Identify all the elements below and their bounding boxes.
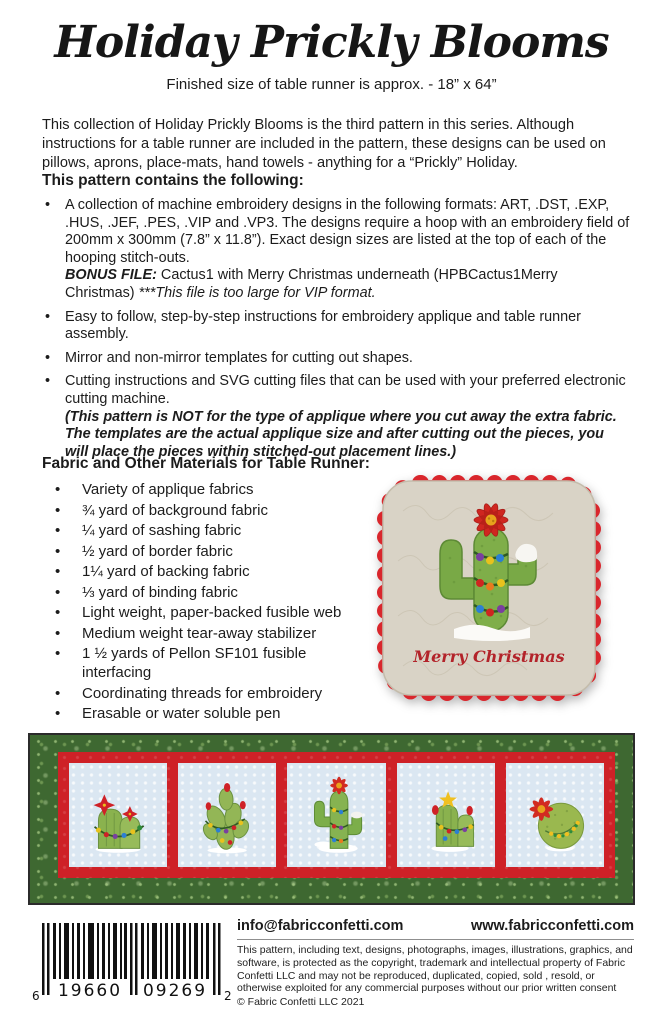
footer-info xyxy=(237,918,634,1009)
cactus-block-5-illustration xyxy=(506,763,604,867)
list-item: • 1 ½ yards of Pellon SF101 fusible interfacing xyxy=(42,644,350,682)
barcode-group2: 09269 xyxy=(142,981,208,1001)
list-item: • Light weight, paper-backed fusible web xyxy=(42,603,350,622)
pattern-contents-section xyxy=(42,172,630,467)
upc-barcode xyxy=(30,920,235,1010)
bullet-text: A collection of machine embroidery designs in the following formats: ART, .DST, .EXP, .HUS, .JEF, .PES, .VIP and .VP3. The designs require a hoop with an embroidery field of 200mm x 300mm (7.8” x 11.8”). Exact design sizes are listed at the top of each of the hooping stitch-outs. xyxy=(65,197,630,266)
runner-block-2 xyxy=(178,763,276,867)
pillow-photo xyxy=(368,466,610,710)
list-item: • Coordinating threads for embroidery xyxy=(42,684,350,703)
list-item xyxy=(42,350,630,368)
pillow-embroidery-text: Merry Christmas xyxy=(413,647,565,666)
list-item xyxy=(42,373,630,461)
bullet-text: Easy to follow, step-by-step instructions for embroidery applique and table runner assembly. xyxy=(65,308,581,343)
cactus-block-1-illustration xyxy=(69,763,167,867)
contents-list xyxy=(42,197,630,461)
runner-block-4 xyxy=(397,763,495,867)
list-item: • ½ yard of border fabric xyxy=(42,542,350,561)
list-item: • ¾ yard of background fabric xyxy=(42,501,350,520)
list-item xyxy=(42,197,630,303)
header xyxy=(0,16,663,93)
page-title: Holiday Prickly Blooms xyxy=(54,17,609,68)
bonus-file-line xyxy=(65,267,630,302)
materials-heading: Fabric and Other Materials for Table Runner: xyxy=(42,455,370,472)
list-item: • Erasable or water soluble pen xyxy=(42,704,350,723)
runner-block-1 xyxy=(69,763,167,867)
list-item: • Variety of applique fabrics xyxy=(42,480,350,499)
barcode-right-digit: 2 xyxy=(224,989,232,1003)
contents-heading: This pattern contains the following: xyxy=(42,172,304,189)
runner-red-sashing xyxy=(58,752,615,878)
footer-divider xyxy=(237,939,634,940)
list-item: • 1¼ yard of backing fabric xyxy=(42,562,350,581)
barcode-left-digit: 6 xyxy=(32,989,40,1003)
bonus-file-label: BONUS FILE: xyxy=(65,267,157,284)
cactus-pillow-illustration xyxy=(368,466,610,710)
bonus-file-note: ***This file is too large for VIP format. xyxy=(138,284,376,301)
bonus-file-text: Cactus1 with Merry Christmas underneath (HPBCactus1Merry Christmas) xyxy=(65,267,558,301)
list-item: • Medium weight tear-away stabilizer xyxy=(42,624,350,643)
barcode-graphic xyxy=(30,920,235,1010)
website-text: www.fabricconfetti.com xyxy=(470,918,634,934)
list-item: • ¼ yard of sashing fabric xyxy=(42,521,350,540)
materials-list xyxy=(42,480,350,723)
cactus-block-3-illustration xyxy=(287,763,385,867)
finished-size-subtitle: Finished size of table runner is approx. - 18” x 64” xyxy=(166,76,497,93)
cactus-block-4-illustration xyxy=(397,763,495,867)
list-item: • ⅓ yard of binding fabric xyxy=(42,583,350,602)
cactus-block-2-illustration xyxy=(178,763,276,867)
runner-block-3 xyxy=(287,763,385,867)
intro-paragraph: This collection of Holiday Prickly Blooms is the third pattern in this series. Although instructions for a table runner are included in the pattern, these designs can be used on pillows, aprons, place-mats, hand towels - anything for a “Prickly” Holiday. xyxy=(42,116,606,171)
email-text: info@fabricconfetti.com xyxy=(237,918,404,934)
list-item xyxy=(42,309,630,344)
table-runner-photo xyxy=(28,733,635,905)
copyright-line: © Fabric Confetti LLC 2021 xyxy=(237,996,365,1009)
applique-note: (This pattern is NOT for the type of applique where you cut away the extra fabric. The templates are the actual applique size and after cutting out the pieces, you will place the pieces within stitched-out placement lines.) xyxy=(65,408,617,460)
contact-row xyxy=(237,918,634,934)
runner-block-5 xyxy=(506,763,604,867)
materials-section xyxy=(42,455,372,725)
bullet-text: Mirror and non-mirror templates for cutting out shapes. xyxy=(65,349,413,366)
bullet-text: Cutting instructions and SVG cutting files that can be used with your preferred electronic cutting machine. xyxy=(65,373,626,407)
copyright-paragraph: This pattern, including text, designs, photographs, images, illustrations, graphics, and software, is protected as the copyright, trademark and intellectual property of Fabric Confetti LLC and may not be reproduced, duplicated, copied, sold , resold, or otherwise exploited for any commercial purposes without our prior written consent xyxy=(237,944,633,995)
barcode-group1: 19660 xyxy=(57,981,123,1001)
